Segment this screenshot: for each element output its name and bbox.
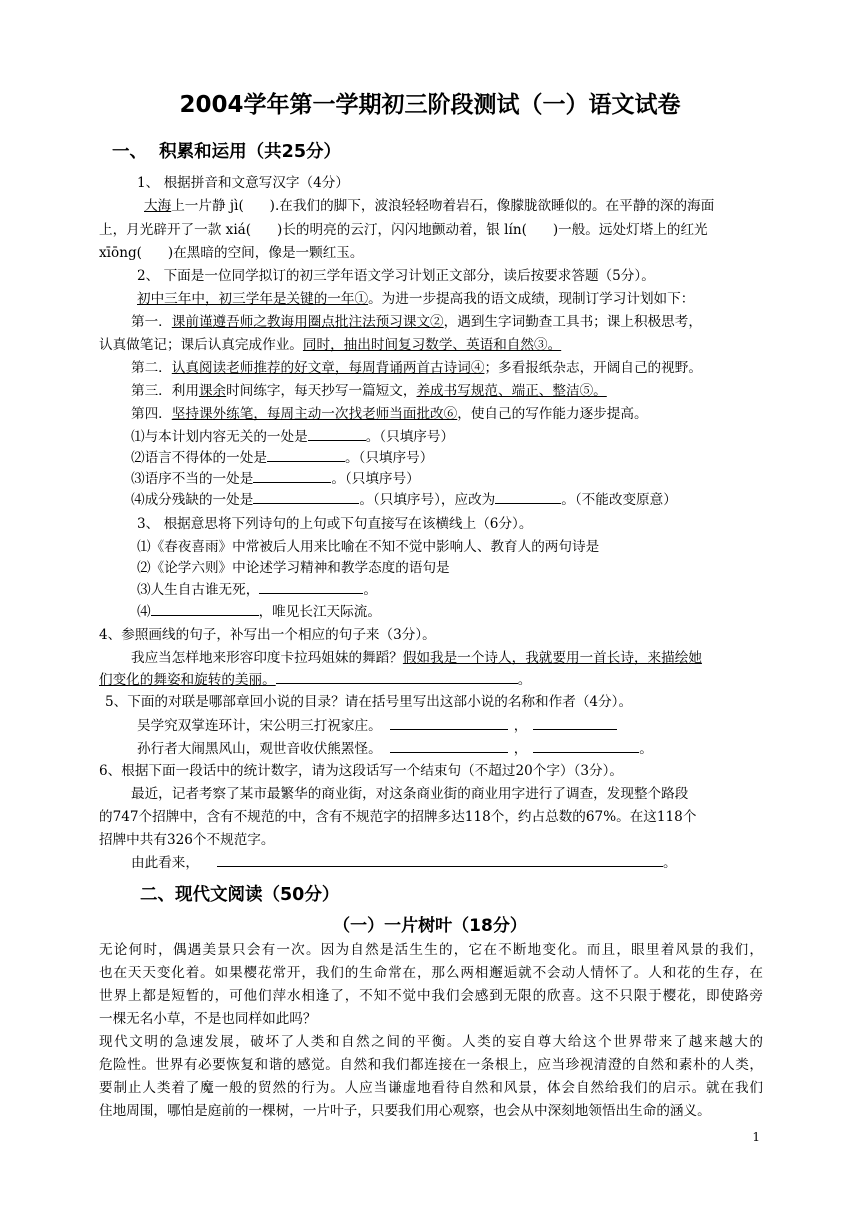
para-1-line: 一棵无名小草，不是也同样如此吗？ xyxy=(99,1011,317,1027)
q6-para-2: 的747个招牌中，含有不规范的中，含有不规范字的招牌多达118个，约占总数的67%。在这118个 xyxy=(99,809,697,825)
q4-line-2-tail: 。 xyxy=(517,672,532,688)
q2-second-rest: ；多看报纸杂志，开阔自己的视野。 xyxy=(484,360,702,376)
para-1-line: 也在天天变化着。如果樱花常开，我们的生命常在，那么两相邂逅就不会动人情怀了。人和花的生存，在 xyxy=(99,965,763,981)
q5-label: 5、下面的对联是哪部章回小说的目录？请在括号里写出这部小说的名称和作者（4分）。 xyxy=(105,694,633,710)
para-2-line: 住地周围，哪怕是庭前的一棵树，一片叶子，只要我们用心观察，也会从中深刻地领悟出生命的涵义。 xyxy=(99,1103,711,1119)
q4-label: 4、参照画线的句子，补写出一个相应的句子来（3分）。 xyxy=(99,627,436,643)
q2-third xyxy=(131,381,607,401)
section-heading-2: 二、现代文阅读（50分） xyxy=(140,885,340,905)
q2-sub-4-tail: 。（不能改变原意） xyxy=(561,492,677,508)
q2-sub-2 xyxy=(131,448,433,468)
q5-sep: ， xyxy=(513,718,528,734)
q2-item-1: 初中三年中，初三学年是关键的一年① xyxy=(137,291,369,307)
section-heading-1: 一、 积累和运用（共25分） xyxy=(112,142,342,162)
q2-third-mid: 时间练字，每天抄写一篇短文， xyxy=(226,383,417,399)
answer-blank[interactable] xyxy=(495,491,561,504)
page-title: 2004学年第一学期初三阶段测试（一）语文试卷 xyxy=(179,92,681,118)
para-2-line: 危险性。世界有必要恢复和谐的感觉。自然和我们都连接在一条根上，应当珍视清澄的自然和素朴的人类， xyxy=(99,1057,763,1073)
q3-item-4-num: ⑷ xyxy=(137,604,151,620)
q2-sub-4-text: ⑷成分残缺的一处是 xyxy=(131,492,254,508)
q3-item-1: ⑴《春夜喜雨》中常被后人用来比喻在不知不觉中影响人、教育人的两句诗是 xyxy=(137,539,600,555)
page-number: 1 xyxy=(752,1130,760,1144)
answer-blank[interactable] xyxy=(276,671,518,684)
q2-item-5: 养成书写规范、端正、整洁⑤。 xyxy=(416,383,607,399)
q2-second xyxy=(131,358,702,378)
answer-blank[interactable] xyxy=(151,603,259,616)
q1-underlined-word: 大海 xyxy=(144,198,172,214)
q1-line-a-text: 上一片静 jì( ).在我们的脚下，波浪轻轻吻着岩石，像朦胧欲睡似的。在平静的深的海面 xyxy=(171,198,715,214)
q2-first-cont-text: 认真做笔记；课后认真完成作业。 xyxy=(99,337,303,353)
q5-couplet-2 xyxy=(137,739,653,759)
q3-item-4-text: ，唯见长江天际流。 xyxy=(258,604,381,620)
q2-sub-2-tail: 。（只填序号） xyxy=(344,450,434,466)
q3-item-4 xyxy=(137,602,381,622)
q1-label: 1、 根据拼音和文意写汉字（4分） xyxy=(137,175,349,191)
q6-para-3: 招牌中共有326个不规范字。 xyxy=(99,832,275,848)
q2-fourth-rest: ，使自己的写作能力逐步提高。 xyxy=(457,406,648,422)
q5-sep: ， xyxy=(513,741,528,757)
answer-blank[interactable] xyxy=(259,581,363,594)
q2-intro xyxy=(137,289,694,309)
q2-sub-1 xyxy=(131,427,454,447)
para-2-line: 现代文明的急速发展，破坏了人类和自然之间的平衡。人类的妄自尊大给这个世界带来了越来越大的 xyxy=(99,1034,763,1050)
answer-blank[interactable] xyxy=(390,740,508,753)
answer-blank[interactable] xyxy=(217,854,663,867)
q2-first-rest: ，遇到生字词勤查工具书；课上积极思考， xyxy=(443,314,702,330)
article-title: （一）一片树叶（18分） xyxy=(333,916,527,936)
q4-line-1-text: 我应当怎样地来形容印度卡拉玛姐妹的舞蹈？ xyxy=(131,650,403,666)
q2-second-prefix: 第二． xyxy=(131,360,172,376)
q2-item-6: 坚持课外练笔，每周主动一次找老师当面批改⑥ xyxy=(171,406,458,422)
para-1-line: 世界上都是短暂的，可他们萍水相逢了，不知不觉中我们会感到无限的欣喜。这不只限于樱花，即使路旁 xyxy=(99,988,763,1004)
q6-answer-line xyxy=(131,853,677,873)
q2-item-2: 课前谨遵吾师之教诲用圈点批注法预习课文② xyxy=(171,314,444,330)
q6-para-1: 最近，记者考察了某市最繁华的商业街，对这条商业街的商业用字进行了调查，发现整个路段 xyxy=(131,786,689,802)
q5-couplet-1-text: 吴学究双掌连环计，宋公明三打祝家庄。 xyxy=(137,718,382,734)
q3-item-3-tail: 。 xyxy=(363,582,377,598)
q2-label: 2、 下面是一位同学拟订的初三学年语文学习计划正文部分，读后按要求答题（5分）。 xyxy=(137,268,655,284)
q4-underlined-cont: 们变化的舞姿和旋转的美丽。 xyxy=(99,672,276,688)
q1-line-b: 上，月光辟开了一款 xiá( )长的明亮的云汀，闪闪地颤动着，银 lín( )一般。远处灯塔上的红光 xyxy=(99,222,708,238)
q6-label: 6、根据下面一段话中的统计数字，请为这段话写一个结束句（不超过20个字）（3分）。 xyxy=(99,763,623,779)
q3-label: 3、 根据意思将下列诗句的上句或下句直接写在该横线上（6分）。 xyxy=(137,516,533,532)
answer-blank[interactable] xyxy=(533,740,639,753)
q2-sub-1-text: ⑴与本计划内容无关的一处是 xyxy=(131,429,308,445)
q2-first-cont xyxy=(99,335,561,355)
q6-end: 。 xyxy=(662,855,677,871)
answer-blank[interactable] xyxy=(533,717,617,730)
q2-sub-2-text: ⑵语言不得体的一处是 xyxy=(131,450,267,466)
q5-end: 。 xyxy=(639,741,653,757)
answer-blank[interactable] xyxy=(308,428,366,441)
q1-line-a xyxy=(144,196,714,216)
q2-sub-3 xyxy=(131,469,420,489)
answer-blank[interactable] xyxy=(253,470,331,483)
q4-line-2 xyxy=(99,670,531,690)
para-2-line: 要制止人类着了魔一般的贸然的行为。人应当谦虚地看待自然和风景，体会自然给我们的启示。就在我们 xyxy=(99,1080,763,1096)
q5-couplet-1 xyxy=(137,716,617,736)
q5-couplet-2-text: 孙行者大闹黑风山，观世音收伏熊罴怪。 xyxy=(137,741,382,757)
q2-fourth-prefix: 第四． xyxy=(131,406,172,422)
q2-fourth xyxy=(131,404,648,424)
q3-item-2: ⑵《论学六则》中论述学习精神和教学态度的语句是 xyxy=(137,560,450,576)
q3-item-3-text: ⑶人生自古谁无死， xyxy=(137,582,260,598)
q1-line-c: xīōng( )在黑暗的空间，像是一颗红玉。 xyxy=(99,245,364,261)
q6-prefix: 由此看来， xyxy=(131,855,199,871)
answer-blank[interactable] xyxy=(253,491,359,504)
q2-third-word: 课余 xyxy=(198,383,227,399)
answer-blank[interactable] xyxy=(390,717,508,730)
q2-item-4: 认真阅读老师推荐的好文章，每周背诵两首古诗词④ xyxy=(171,360,485,376)
q2-sub-4-mid: 。（只填序号），应改为 xyxy=(359,492,496,508)
para-1-line: 无论何时，偶遇美景只会有一次。因为自然是活生生的，它在不断地变化。而且，眼里着风景的我们， xyxy=(99,942,763,958)
q4-line-1 xyxy=(131,648,702,668)
q2-first xyxy=(131,312,702,332)
q2-intro-rest: 。为进一步提高我的语文成绩，现制订学习计划如下： xyxy=(368,291,695,307)
q2-sub-4 xyxy=(131,490,677,510)
q2-first-prefix: 第一． xyxy=(131,314,172,330)
q2-sub-3-text: ⑶语序不当的一处是 xyxy=(131,471,254,487)
q2-sub-3-tail: 。（只填序号） xyxy=(331,471,420,487)
q3-item-3 xyxy=(137,580,377,600)
q2-sub-1-tail: 。（只填序号） xyxy=(365,429,455,445)
answer-blank[interactable] xyxy=(267,449,345,462)
q2-item-3: 同时，抽出时间复习数学、英语和自然③。 xyxy=(302,337,562,353)
q2-third-prefix: 第三．利用 xyxy=(131,383,199,399)
q4-underlined: 假如我是一个诗人，我就要用一首长诗，来描绘她 xyxy=(402,650,702,666)
